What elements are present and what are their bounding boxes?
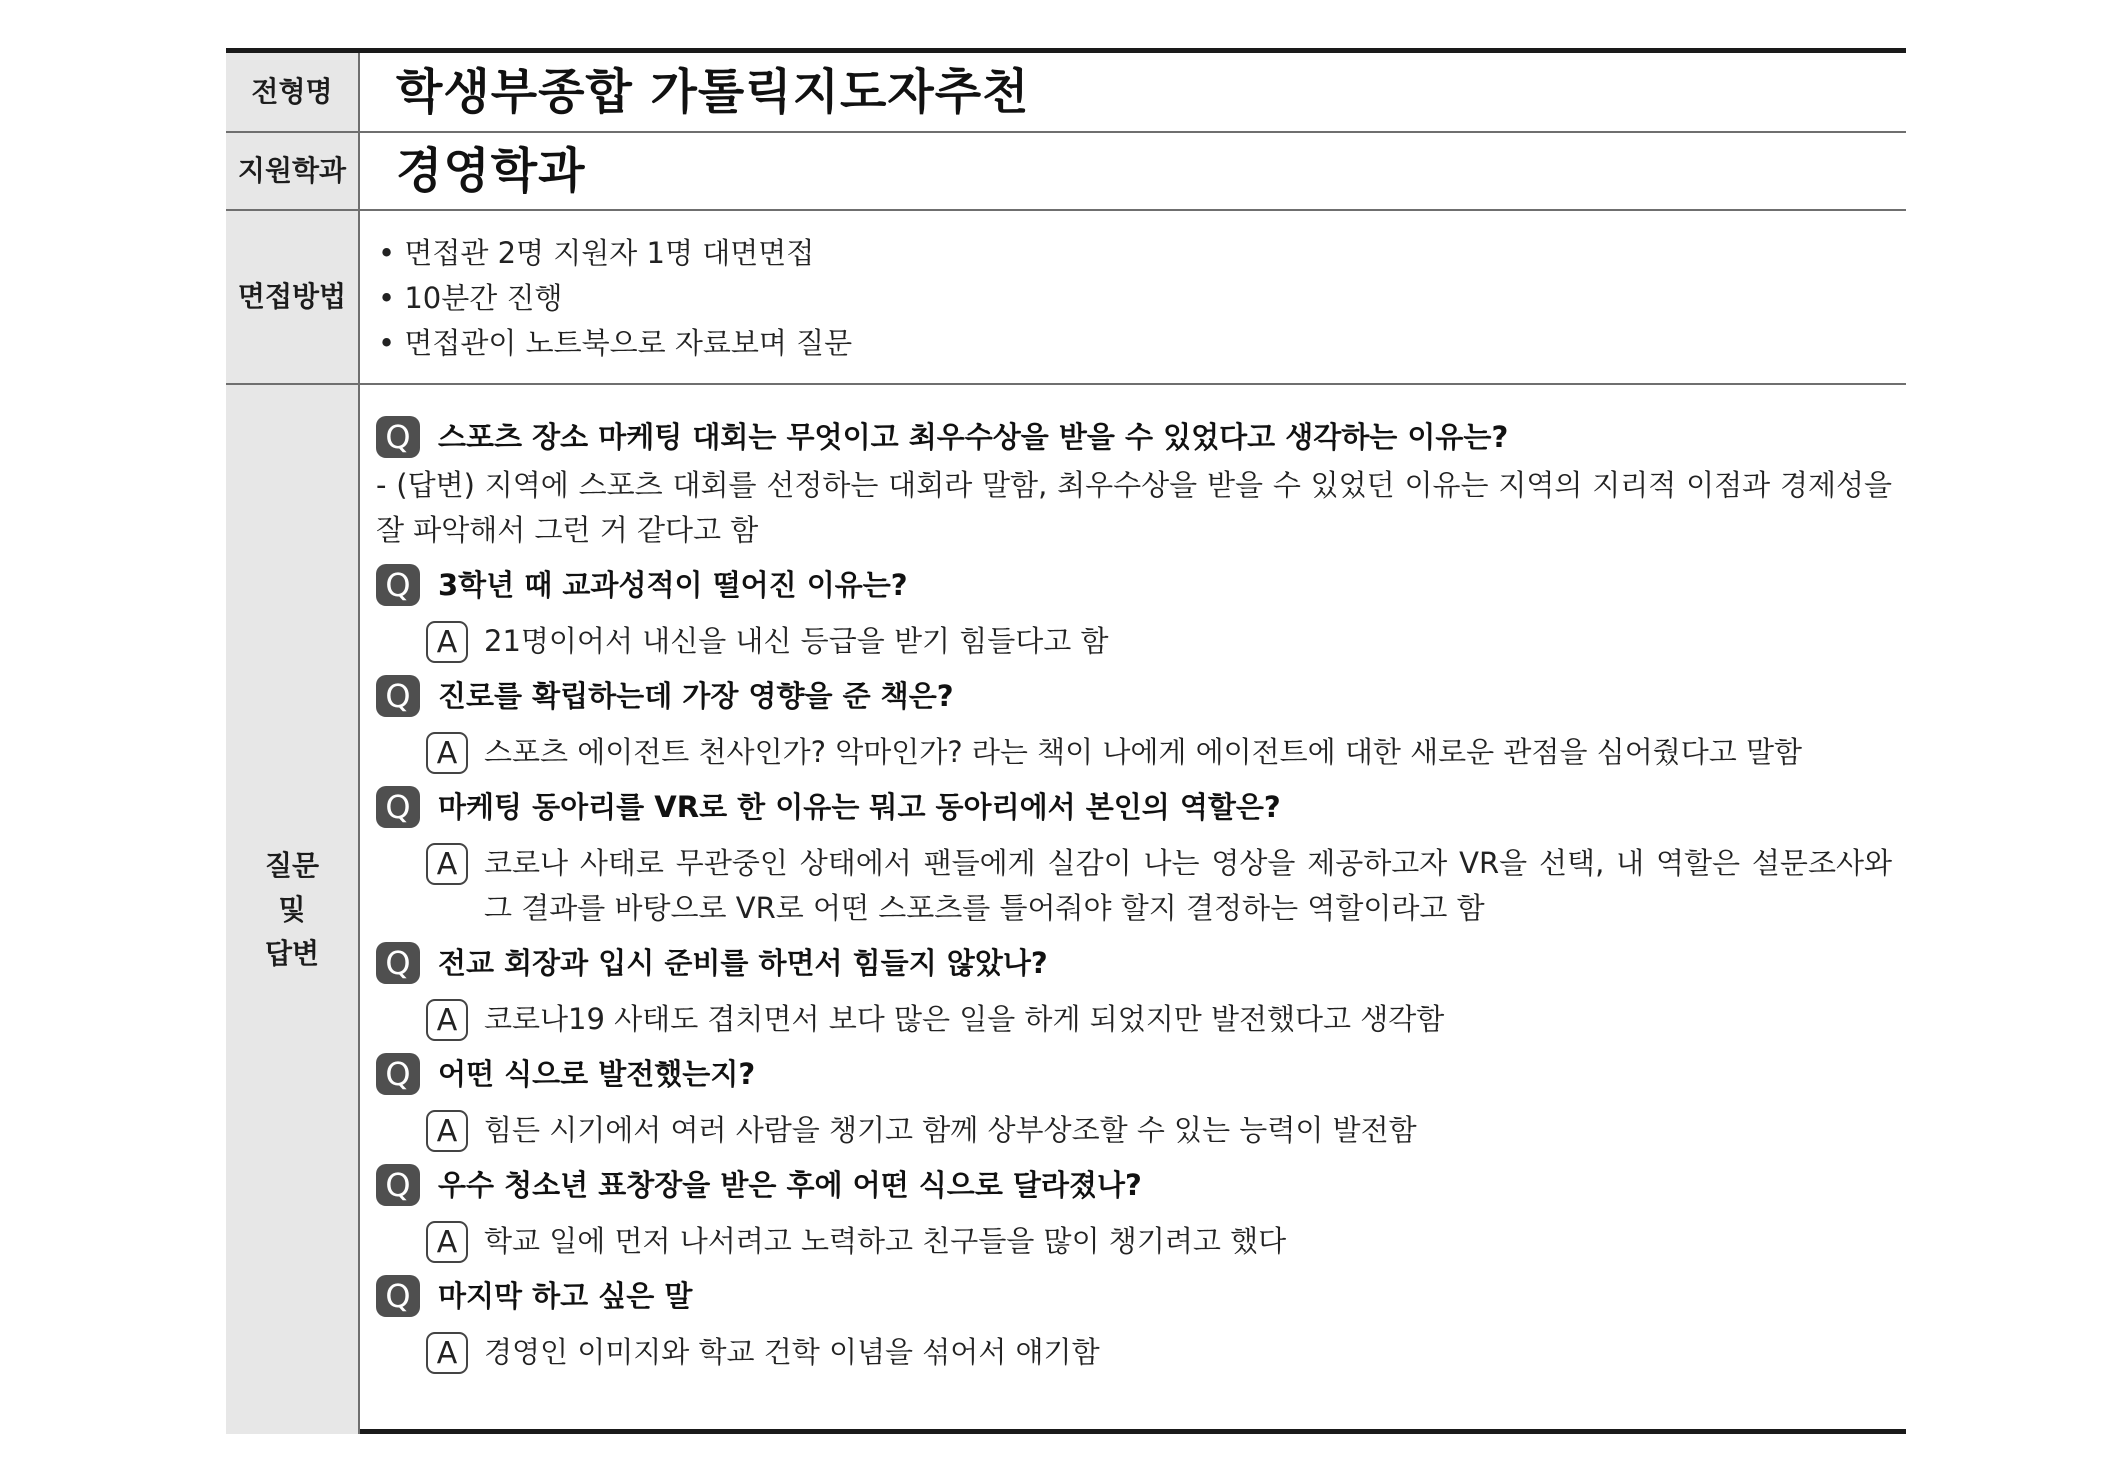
question-badge-icon: Q (376, 1275, 420, 1317)
method-item: • 면접관 2명 지원자 1명 대면면접 (378, 236, 815, 270)
row-department (226, 131, 1906, 209)
question-item (376, 781, 1892, 833)
answer-item (426, 1219, 1892, 1264)
question-badge-icon: Q (376, 1053, 420, 1095)
method-item: • 10분간 진행 (378, 281, 563, 315)
question-item (376, 559, 1892, 611)
department-label: 지원학과 (226, 133, 360, 209)
answer-item (426, 1108, 1892, 1153)
answer-badge-icon: A (426, 621, 468, 663)
qa-label (226, 385, 360, 1434)
interview-table (226, 48, 1906, 1434)
question-text: 전교 회장과 입시 준비를 하면서 힘들지 않았나? (438, 945, 1048, 980)
question-item (376, 937, 1892, 989)
answer-text: - (답변) 지역에 스포츠 대회를 선정하는 대회라 말함, 최우수상을 받을 수 있었던 이유는 지역의 지리적 이점과 경제성을 잘 파악해서 그런 거 같다고 함 (376, 468, 1892, 547)
question-item (376, 411, 1892, 463)
interview-method-label: 면접방법 (226, 211, 360, 383)
qa-list (360, 385, 1906, 1434)
answer-item (426, 841, 1892, 931)
question-badge-icon: Q (376, 564, 420, 606)
question-text: 어떤 식으로 발전했는지? (438, 1056, 756, 1091)
answer-text: 코로나19 사태도 겹치면서 보다 많은 일을 하게 되었지만 발전했다고 생각함 (484, 1002, 1445, 1036)
answer-badge-icon: A (426, 999, 468, 1041)
qa-label-line: 및 (278, 892, 306, 926)
question-badge-icon: Q (376, 942, 420, 984)
question-text: 스포츠 장소 마케팅 대회는 무엇이고 최우수상을 받을 수 있었다고 생각하는 이유는? (438, 419, 1509, 454)
answer-item (426, 997, 1892, 1042)
question-text: 진로를 확립하는데 가장 영향을 준 책은? (438, 678, 954, 713)
question-badge-icon: Q (376, 675, 420, 717)
admission-type-value: 학생부종합 가톨릭지도자추천 (396, 64, 1030, 120)
qa-label-line: 답변 (264, 936, 320, 970)
answer-text: 21명이어서 내신을 내신 등급을 받기 힘들다고 함 (484, 624, 1109, 658)
question-badge-icon: Q (376, 416, 420, 458)
answer-text: 스포츠 에이전트 천사인가? 악마인가? 라는 책이 나에게 에이전트에 대한 새로운 관점을 심어줬다고 말함 (484, 735, 1802, 769)
answer-badge-icon: A (426, 1332, 468, 1374)
answer-text: 힘든 시기에서 여러 사람을 챙기고 함께 상부상조할 수 있는 능력이 발전함 (484, 1113, 1417, 1147)
qa-label-line: 질문 (264, 848, 320, 882)
row-interview-method (226, 209, 1906, 383)
answer-item (426, 619, 1892, 664)
answer-badge-icon: A (426, 843, 468, 885)
department-value: 경영학과 (396, 143, 586, 199)
answer-text: 학교 일에 먼저 나서려고 노력하고 친구들을 많이 챙기려고 했다 (484, 1224, 1287, 1258)
question-text: 3학년 때 교과성적이 떨어진 이유는? (438, 567, 908, 602)
answer-item (426, 730, 1892, 775)
question-item (376, 1270, 1892, 1322)
row-admission-type (226, 53, 1906, 131)
question-text: 우수 청소년 표창장을 받은 후에 어떤 식으로 달라졌나? (438, 1167, 1142, 1202)
answer-badge-icon: A (426, 732, 468, 774)
question-badge-icon: Q (376, 786, 420, 828)
answer-text: 코로나 사태로 무관중인 상태에서 팬들에게 실감이 나는 영상을 제공하고자 VR을 선택, 내 역할은 설문조사와 그 결과를 바탕으로 VR로 어떤 스포츠를 틀어줘야 할지 결정하는 역할이라고 함 (484, 846, 1892, 925)
interview-method-list (360, 211, 1906, 383)
admission-type-label: 전형명 (226, 53, 360, 131)
question-item (376, 1048, 1892, 1100)
question-badge-icon: Q (376, 1164, 420, 1206)
question-item (376, 1159, 1892, 1211)
question-text: 마케팅 동아리를 VR로 한 이유는 뭐고 동아리에서 본인의 역할은? (438, 789, 1281, 824)
answer-item (426, 1330, 1892, 1375)
row-questions-answers (226, 383, 1906, 1434)
answer-text: 경영인 이미지와 학교 건학 이념을 섞어서 얘기함 (484, 1335, 1100, 1369)
question-text: 마지막 하고 싶은 말 (438, 1278, 693, 1313)
question-item (376, 670, 1892, 722)
answer-badge-icon: A (426, 1110, 468, 1152)
method-item: • 면접관이 노트북으로 자료보며 질문 (378, 326, 853, 360)
answer-badge-icon: A (426, 1221, 468, 1263)
